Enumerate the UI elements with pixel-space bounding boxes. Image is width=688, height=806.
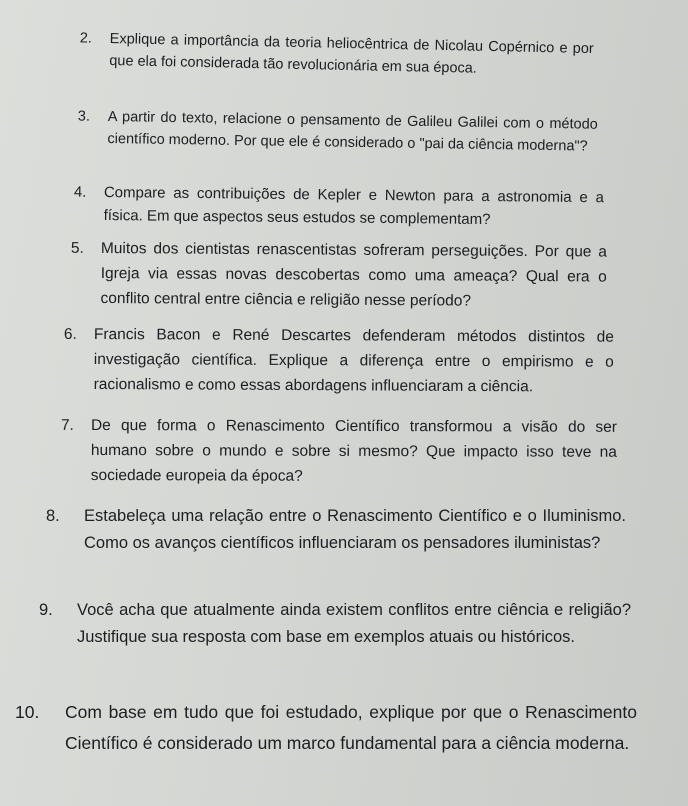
question-9	[39, 597, 631, 651]
question-5	[70, 236, 607, 315]
question-7	[60, 413, 617, 490]
question-text: Com base em tudo que foi estudado, explique por que o Renascimento Científico é considerado um marco fundamental para a ciência moderna.	[65, 702, 637, 753]
question-number: 10.	[15, 702, 40, 722]
question-text: Estabeleça uma relação entre o Renascimento Científico e o Iluminismo. Como os avanços científicos influenciaram os pensadores iluministas?	[84, 507, 626, 552]
question-number: 3.	[77, 108, 91, 125]
question-text: Você acha que atualmente ainda existem conflitos entre ciência e religião? Justifique sua resposta com base em exemplos atuais ou históricos.	[77, 601, 631, 646]
question-number: 2.	[79, 30, 93, 47]
question-number: 7.	[60, 416, 74, 434]
question-8	[46, 503, 626, 557]
question-number: 9.	[39, 601, 53, 619]
question-number: 6.	[63, 325, 77, 343]
question-4	[73, 181, 604, 232]
question-3	[77, 106, 598, 158]
question-text: A partir do texto, relacione o pensamento de Galileu Galilei com o método científico moderno. Por que ele é considerado o "pai da ciência moderna"?	[107, 108, 598, 155]
question-number: 8.	[46, 507, 60, 525]
question-text: Francis Bacon e René Descartes defenderam métodos distintos de investigação científica. Explique a diferença entre o empirismo e o racionalismo e como essas abordagens influenciaram a ciência.	[93, 325, 614, 396]
question-text: Compare as contribuições de Kepler e Newton para a astronomia e a física. Em que aspectos seus estudos se complementam?	[103, 183, 604, 229]
question-10	[15, 697, 637, 759]
question-6	[63, 322, 614, 400]
question-text: De que forma o Renascimento Científico transformou a visão do ser humano sobre o mundo e sobre si mesmo? Que impacto isso teve na sociedade europeia da época?	[90, 416, 617, 485]
question-number: 5.	[70, 239, 84, 257]
question-text: Muitos dos cientistas renascentistas sofreram perseguições. Por que a Igreja via essas novas descobertas como uma ameaça? Qual era o conflito central entre ciência e religião nesse período?	[100, 239, 607, 310]
question-text: Explique a importância da teoria heliocêntrica de Nicolau Copérnico e por que ela foi considerada tão revolucionária em sua época.	[109, 30, 594, 77]
question-number: 4.	[73, 183, 87, 201]
question-2	[79, 28, 594, 82]
